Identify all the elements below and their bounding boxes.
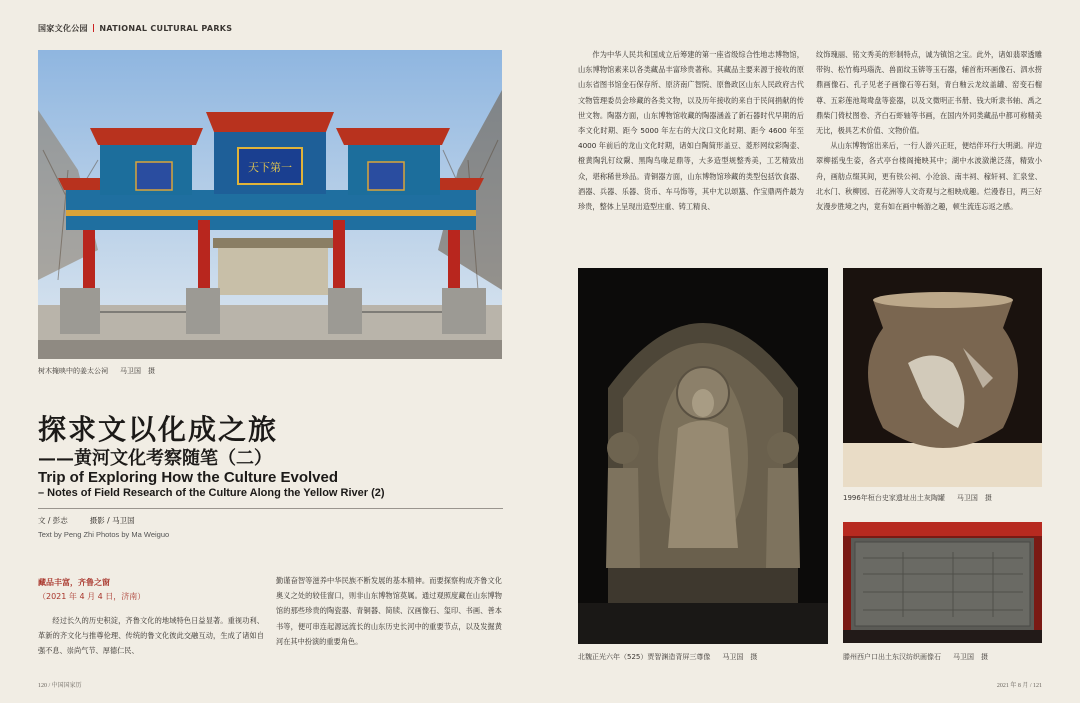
jar-caption [843, 493, 992, 503]
caption-text: 树木掩映中的姜太公祠 [38, 367, 108, 375]
article-title-en: Trip of Exploring How the Culture Evolved [38, 469, 339, 486]
gate-caption [38, 366, 155, 376]
article-subtitle-zh: ——黄河文化考察随笔（二） [38, 448, 272, 469]
buddha-caption [578, 652, 757, 662]
caption-credit: 马卫国 摄 [956, 494, 992, 502]
section-date: （2021 年 4 月 4 日，济南） [38, 592, 146, 601]
buddha-stele-photo [578, 268, 828, 644]
paragraph: 从山东博物馆出来后，一行人游兴正旺，便结伴环行大明湖。岸边翠柳摇曳生姿，各式亭台楼阁掩映其中；湖中水波潋滟泛荡，精致小舟，画舫点缀其间，更有铁公祠、小沧浪、南丰祠、稼轩祠、汇泉堂、北水门、秋柳园、百花洲等人文奇观与之相映成趣。烂漫春日，两三好友漫步胜境之内，竟有如在画中畅游之趣，顿生流连忘返之感。 [816, 141, 1042, 212]
pottery-jar-photo [843, 268, 1042, 487]
paragraph: 纹饰瑰丽、铭文秀美的形制特点，诚为镇馆之宝。此外，诸如翡翠透雕带钩、松竹梅玛瑙洗、兽面纹玉锛等玉石器，辅首衔环画像石、泗水捞鼎画像石、孔子见老子画像石等石刻，青白釉云龙纹盖罐、窑变石榴尊、五彩莲池鸳鸯盘等瓷器，以及文微明正书册、钱大昕隶书轴、禹之鼎柴门倚杖图卷、齐白石虾轴等书画，在国内外同类藏品中都可称精美无比，极具艺术价值、文物价值。 [816, 50, 1042, 136]
section-label-en: NATIONAL CULTURAL PARKS [99, 24, 233, 33]
article-title-zh: 探求文以化成之旅 [38, 413, 279, 446]
caption-text: 北魏正光六年（525）贾智渊造背屏三尊像 [578, 653, 711, 661]
byline-en: Text by Peng Zhi Photos by Ma Weiguo [38, 530, 170, 539]
gate-photo [38, 50, 502, 359]
caption-credit: 马卫国 摄 [120, 367, 155, 375]
byline-photographer: 摄影 / 马卫国 [89, 516, 135, 525]
footer-left: 120 / 中国国家历 [38, 683, 82, 689]
section-title: 藏品丰富，齐鲁之窗 [38, 578, 110, 587]
body-column-2 [276, 573, 502, 649]
divider [93, 24, 95, 32]
gate-plaque: 天下第一 [248, 161, 292, 174]
stone-relief-photo [843, 522, 1042, 643]
caption-credit: 马卫国 摄 [722, 653, 758, 661]
stone-caption [843, 652, 988, 662]
byline [38, 515, 157, 526]
section-header [38, 23, 232, 34]
article-subtitle-en: – Notes of Field Research of the Culture Along the Yellow River (2) [38, 487, 385, 499]
caption-text: 滕州西户口出土东汉纺织画像石 [843, 653, 941, 661]
paragraph: 勤谨奋智等滋养中华民族不断发展的基本精神。而要探察构成齐鲁文化奥义之处的较佳窗口，则非山东博物馆莫属。通过观照度藏在山东博物馆的那些珍贵的陶瓷器、青铜器、简牍、汉画像石、玺印、书画、善本书等，便可串连起源远流长的山东历史长河中的重要节点，以及发掘黄河在其中扮演的重要角色。 [276, 576, 502, 646]
paragraph: 经过长久的历史积淀，齐鲁文化的地域特色日益显著。重视功利、革新的齐文化与推尊伦理、传统的鲁文化彼此交融互动，生成了诸如自强不息、崇尚气节、厚德仁民、 [38, 616, 264, 656]
paragraph: 作为中华人民共和国成立后筹建的第一座省级综合性地志博物馆，山东博物馆素来以各类藏品丰富珍贵著称。其藏品主要来源于接收的原山东省图书馆金石保存所、原济南广智院、原鲁政区山东人民政府古代文物管理委员会珍藏的各类文物，以及历年接收的来自于民间捐献的传世文物。陶器方面，山东博物馆收藏的陶器涵盖了新石器时代早期的后李文化时期、距今 5000 年左右的大汶口文化时期、距今 4600 年至 4000 年前后的龙山文化时期，诸如白陶简形盖豆、菱形网纹彩陶壶、橙黄陶乳钉纹鬶、黑陶鸟喙足鼎等，大多造型规整秀美，工艺精致出众，堪称稀世珍品。青铜器方面，山东博物馆珍藏的类型包括饮食器、酒器、兵器、乐器、货币、车马饰等，其中尤以颂簋、作宝鼎两件最为珍贵，整体上呈现出造型庄重、铸工精良、 [578, 50, 804, 212]
footer-right: 2021 年 8 月 / 121 [996, 683, 1042, 689]
title-rule [38, 508, 503, 509]
body-column-1 [38, 613, 264, 659]
caption-credit: 马卫国 摄 [953, 653, 988, 661]
body-column-3 [578, 47, 804, 214]
caption-text: 1996年桓台史家遗址出土灰陶罐 [843, 494, 945, 502]
section-label-zh: 国家文化公园 [38, 24, 88, 33]
body-column-4 [816, 47, 1042, 214]
byline-author: 文 / 彭志 [38, 516, 68, 525]
